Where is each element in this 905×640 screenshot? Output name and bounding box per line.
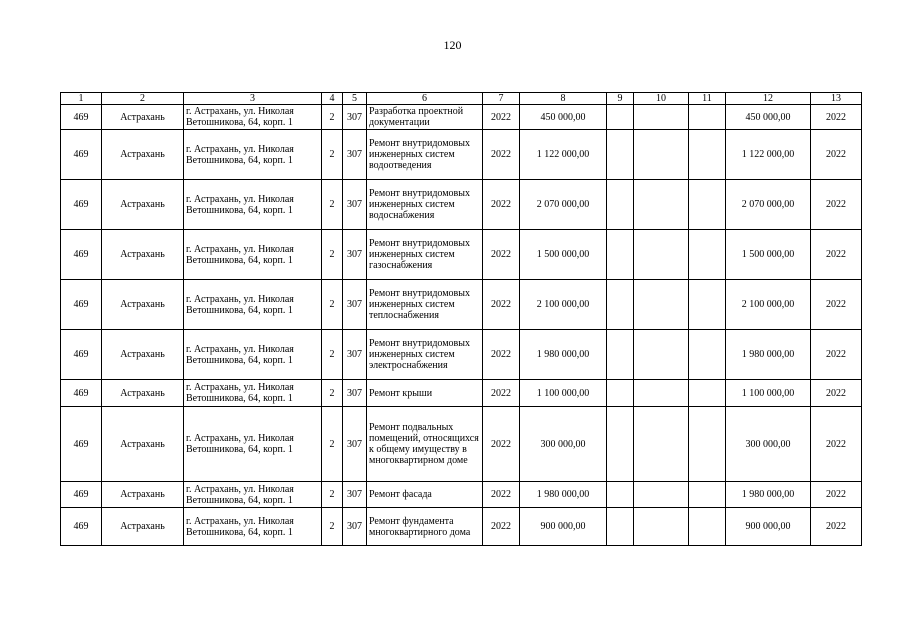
cell-col5: 307 <box>343 130 367 180</box>
cell-col5: 307 <box>343 407 367 482</box>
cell-cost: 1 500 000,00 <box>520 230 607 280</box>
table-row <box>61 508 862 546</box>
cell-total: 1 500 000,00 <box>726 230 811 280</box>
cell-cost: 1 980 000,00 <box>520 482 607 508</box>
cell-col9 <box>607 330 634 380</box>
cell-city: Астрахань <box>102 105 184 130</box>
page-number: 120 <box>443 38 462 52</box>
table-header-row <box>61 93 862 105</box>
column-header: 11 <box>689 93 726 105</box>
cell-col11 <box>689 508 726 546</box>
cell-year: 2022 <box>483 380 520 407</box>
cell-city: Астрахань <box>102 508 184 546</box>
cell-address: г. Астрахань, ул. Николая Ветошникова, 64, корп. 1 <box>184 407 322 482</box>
cell-address: г. Астрахань, ул. Николая Ветошникова, 64, корп. 1 <box>184 330 322 380</box>
cell-cost: 2 100 000,00 <box>520 280 607 330</box>
cell-number: 469 <box>61 180 102 230</box>
cell-col10 <box>634 330 689 380</box>
repair-schedule-table <box>60 92 862 546</box>
cell-end-year: 2022 <box>811 180 862 230</box>
cell-total: 300 000,00 <box>726 407 811 482</box>
cell-work-type: Ремонт фасада <box>367 482 483 508</box>
cell-city: Астрахань <box>102 407 184 482</box>
cell-col9 <box>607 508 634 546</box>
cell-end-year: 2022 <box>811 482 862 508</box>
cell-col9 <box>607 130 634 180</box>
table-row <box>61 482 862 508</box>
cell-total: 1 100 000,00 <box>726 380 811 407</box>
cell-col4: 2 <box>322 280 343 330</box>
cell-total: 1 980 000,00 <box>726 330 811 380</box>
cell-number: 469 <box>61 230 102 280</box>
cell-cost: 900 000,00 <box>520 508 607 546</box>
cell-col10 <box>634 508 689 546</box>
cell-col10 <box>634 482 689 508</box>
cell-col11 <box>689 482 726 508</box>
cell-col9 <box>607 482 634 508</box>
column-header: 7 <box>483 93 520 105</box>
cell-cost: 2 070 000,00 <box>520 180 607 230</box>
cell-year: 2022 <box>483 180 520 230</box>
cell-end-year: 2022 <box>811 230 862 280</box>
cell-year: 2022 <box>483 508 520 546</box>
cell-col10 <box>634 380 689 407</box>
cell-number: 469 <box>61 130 102 180</box>
cell-total: 1 122 000,00 <box>726 130 811 180</box>
cell-cost: 300 000,00 <box>520 407 607 482</box>
cell-col11 <box>689 407 726 482</box>
cell-col5: 307 <box>343 330 367 380</box>
cell-address: г. Астрахань, ул. Николая Ветошникова, 64, корп. 1 <box>184 105 322 130</box>
cell-col9 <box>607 105 634 130</box>
cell-work-type: Ремонт внутридомовых инженерных систем водоотведения <box>367 130 483 180</box>
cell-end-year: 2022 <box>811 330 862 380</box>
cell-number: 469 <box>61 508 102 546</box>
cell-work-type: Ремонт внутридомовых инженерных систем теплоснабжения <box>367 280 483 330</box>
cell-work-type: Ремонт подвальных помещений, относящихся к общему имуществу в многоквартирном доме <box>367 407 483 482</box>
cell-col11 <box>689 130 726 180</box>
column-header: 1 <box>61 93 102 105</box>
cell-col4: 2 <box>322 105 343 130</box>
cell-col9 <box>607 280 634 330</box>
cell-city: Астрахань <box>102 482 184 508</box>
cell-col10 <box>634 407 689 482</box>
cell-col5: 307 <box>343 482 367 508</box>
cell-col11 <box>689 105 726 130</box>
column-header: 8 <box>520 93 607 105</box>
cell-col5: 307 <box>343 105 367 130</box>
cell-end-year: 2022 <box>811 380 862 407</box>
cell-year: 2022 <box>483 330 520 380</box>
table-row <box>61 380 862 407</box>
cell-col10 <box>634 280 689 330</box>
cell-col4: 2 <box>322 180 343 230</box>
cell-col4: 2 <box>322 380 343 407</box>
cell-year: 2022 <box>483 280 520 330</box>
cell-address: г. Астрахань, ул. Николая Ветошникова, 64, корп. 1 <box>184 508 322 546</box>
cell-col9 <box>607 180 634 230</box>
cell-col11 <box>689 280 726 330</box>
cell-address: г. Астрахань, ул. Николая Ветошникова, 64, корп. 1 <box>184 130 322 180</box>
cell-work-type: Разработка проектной документации <box>367 105 483 130</box>
table-row <box>61 330 862 380</box>
cell-number: 469 <box>61 482 102 508</box>
cell-city: Астрахань <box>102 230 184 280</box>
cell-work-type: Ремонт внутридомовых инженерных систем электроснабжения <box>367 330 483 380</box>
cell-col9 <box>607 380 634 407</box>
table-row <box>61 180 862 230</box>
cell-col4: 2 <box>322 130 343 180</box>
column-header: 9 <box>607 93 634 105</box>
table-row <box>61 105 862 130</box>
cell-total: 1 980 000,00 <box>726 482 811 508</box>
cell-year: 2022 <box>483 407 520 482</box>
cell-col11 <box>689 180 726 230</box>
column-header: 12 <box>726 93 811 105</box>
cell-col10 <box>634 130 689 180</box>
table-row <box>61 407 862 482</box>
cell-number: 469 <box>61 280 102 330</box>
cell-total: 2 070 000,00 <box>726 180 811 230</box>
cell-col5: 307 <box>343 230 367 280</box>
column-header: 6 <box>367 93 483 105</box>
cell-col5: 307 <box>343 380 367 407</box>
column-header: 10 <box>634 93 689 105</box>
cell-col4: 2 <box>322 330 343 380</box>
column-header: 2 <box>102 93 184 105</box>
cell-end-year: 2022 <box>811 105 862 130</box>
cell-work-type: Ремонт внутридомовых инженерных систем водоснабжения <box>367 180 483 230</box>
cell-cost: 1 100 000,00 <box>520 380 607 407</box>
cell-number: 469 <box>61 407 102 482</box>
cell-city: Астрахань <box>102 180 184 230</box>
cell-total: 450 000,00 <box>726 105 811 130</box>
cell-col10 <box>634 230 689 280</box>
cell-end-year: 2022 <box>811 130 862 180</box>
cell-year: 2022 <box>483 130 520 180</box>
cell-col4: 2 <box>322 482 343 508</box>
column-header: 13 <box>811 93 862 105</box>
cell-col11 <box>689 230 726 280</box>
cell-col4: 2 <box>322 230 343 280</box>
cell-col4: 2 <box>322 407 343 482</box>
cell-address: г. Астрахань, ул. Николая Ветошникова, 64, корп. 1 <box>184 230 322 280</box>
cell-col10 <box>634 180 689 230</box>
cell-city: Астрахань <box>102 130 184 180</box>
cell-work-type: Ремонт фундамента многоквартирного дома <box>367 508 483 546</box>
cell-col11 <box>689 380 726 407</box>
table-row <box>61 280 862 330</box>
cell-col10 <box>634 105 689 130</box>
cell-end-year: 2022 <box>811 407 862 482</box>
cell-col5: 307 <box>343 508 367 546</box>
cell-address: г. Астрахань, ул. Николая Ветошникова, 64, корп. 1 <box>184 380 322 407</box>
cell-year: 2022 <box>483 105 520 130</box>
cell-city: Астрахань <box>102 330 184 380</box>
cell-col4: 2 <box>322 508 343 546</box>
cell-col9 <box>607 407 634 482</box>
column-header: 3 <box>184 93 322 105</box>
cell-col11 <box>689 330 726 380</box>
cell-work-type: Ремонт внутридомовых инженерных систем газоснабжения <box>367 230 483 280</box>
cell-end-year: 2022 <box>811 508 862 546</box>
cell-year: 2022 <box>483 230 520 280</box>
cell-col9 <box>607 230 634 280</box>
cell-end-year: 2022 <box>811 280 862 330</box>
table-row <box>61 230 862 280</box>
cell-total: 900 000,00 <box>726 508 811 546</box>
cell-city: Астрахань <box>102 280 184 330</box>
cell-cost: 1 980 000,00 <box>520 330 607 380</box>
cell-address: г. Астрахань, ул. Николая Ветошникова, 64, корп. 1 <box>184 180 322 230</box>
cell-cost: 1 122 000,00 <box>520 130 607 180</box>
cell-city: Астрахань <box>102 380 184 407</box>
column-header: 4 <box>322 93 343 105</box>
cell-number: 469 <box>61 105 102 130</box>
cell-work-type: Ремонт крыши <box>367 380 483 407</box>
cell-address: г. Астрахань, ул. Николая Ветошникова, 64, корп. 1 <box>184 280 322 330</box>
cell-address: г. Астрахань, ул. Николая Ветошникова, 64, корп. 1 <box>184 482 322 508</box>
cell-cost: 450 000,00 <box>520 105 607 130</box>
cell-number: 469 <box>61 330 102 380</box>
cell-number: 469 <box>61 380 102 407</box>
cell-col5: 307 <box>343 180 367 230</box>
cell-year: 2022 <box>483 482 520 508</box>
column-header: 5 <box>343 93 367 105</box>
cell-col5: 307 <box>343 280 367 330</box>
cell-total: 2 100 000,00 <box>726 280 811 330</box>
table-row <box>61 130 862 180</box>
